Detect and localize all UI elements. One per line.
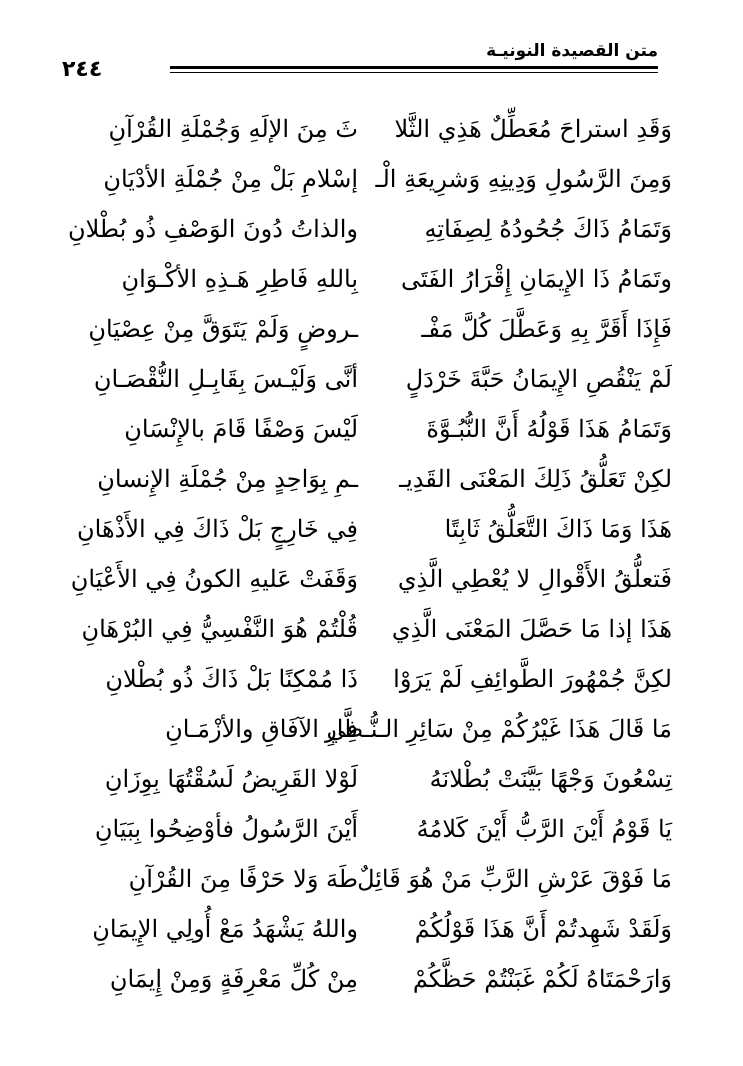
verse-second-hemistich: لَوْلا القَرِيضُ لَسُقْتُهَا بِوِزَانِ — [104, 765, 358, 793]
verse — [72, 104, 672, 154]
poem-verses — [67, 104, 672, 1004]
verse-second-hemistich: لَيْسَ وَصْفًا قَامَ بالإِنْسَانِ — [124, 415, 358, 443]
header-rule-thick — [170, 66, 658, 69]
verse-second-hemistich: قُلْتُمْ هُوَ النَّفْسِيُّ فِي البُرْهَانِ — [81, 615, 358, 643]
verse-second-hemistich: ثَ مِنَ الإلَهِ وَجُمْلَةِ القُرْآنِ — [108, 115, 358, 143]
verse — [72, 804, 672, 854]
verse — [72, 904, 672, 954]
verse-first-hemistich: وَقَدِ استراحَ مُعَطِّلٌ هَذِي الثَّلا — [394, 115, 672, 143]
verse — [72, 554, 672, 604]
verse-second-hemistich: ـمِ بِوَاحِدٍ مِنْ جُمْلَةِ الإِنسانِ — [97, 465, 358, 493]
verse — [72, 704, 672, 754]
verse-first-hemistich: تِسْعُونَ وَجْهًا بَيَّنَتْ بُطْلانَهُ — [429, 765, 672, 793]
verse-first-hemistich: لَمْ يَنْقُصِ الإِيمَانُ حَبَّةَ خَرْدَلٍ — [405, 365, 672, 393]
verse — [72, 254, 672, 304]
verse-second-hemistich: إسْلامِ بَلْ مِنْ جُمْلَةِ الأدْيَانِ — [103, 165, 358, 193]
verse — [72, 454, 672, 504]
verse-second-hemistich: فِي الآفَاقِ والأزْمَـانِ — [165, 715, 358, 743]
verse-second-hemistich: وَقَفَتْ عَليهِ الكونُ فِي الأَعْيَانِ — [70, 565, 358, 593]
page-number: ٢٤٤ — [62, 57, 103, 82]
verse-second-hemistich: ذَا مُمْكِنًا بَلْ ذَاكَ ذُو بُطْلانِ — [105, 665, 358, 693]
verse-first-hemistich: مَا قَالَ هَذَا غَيْرُكُمْ مِنْ سَائِرِ الـنُّـظَّارِ — [325, 715, 672, 743]
verse-second-hemistich: والذاتُ دُونَ الوَصْفِ ذُو بُطْلانِ — [67, 215, 358, 243]
page-header — [62, 40, 658, 82]
verse-second-hemistich: فِي خَارِجٍ بَلْ ذَاكَ فِي الأَذْهَانِ — [77, 515, 358, 543]
verse — [72, 604, 672, 654]
verse-second-hemistich: طَهَ وَلا حَرْفًا مِنَ القُرْآنِ — [128, 865, 358, 893]
verse — [72, 404, 672, 454]
verse-first-hemistich: وَلَقَدْ شَهِدتُمْ أَنَّ هَذَا قَوْلُكُمْ — [414, 915, 672, 943]
verse-second-hemistich: مِنْ كُلِّ مَعْرِفَةٍ وَمِنْ إِيمَانِ — [109, 965, 358, 993]
verse — [72, 354, 672, 404]
running-title: متن القصيدة النونيـة — [486, 41, 658, 61]
verse-first-hemistich: هَذَا إذا مَا حَصَّلَ المَعْنَى الَّذِي — [391, 615, 672, 643]
verse — [72, 154, 672, 204]
verse-second-hemistich: ـروضٍ وَلَمْ يَتَوَقَّ مِنْ عِصْيَانِ — [88, 315, 358, 343]
verse — [72, 954, 672, 1004]
verse-first-hemistich: وتَمَامُ ذَا الإِيمَانِ إِقْرَارُ الفَتَى — [400, 265, 672, 293]
verse-second-hemistich: أنَّى وَلَيْـسَ بِقَابِـلِ النُّقْصَـانِ — [93, 365, 358, 393]
verse — [72, 754, 672, 804]
verse-first-hemistich: وَمِنَ الرَّسُولِ وَدِينِهِ وَشرِيعَةِ الْـ — [375, 165, 672, 193]
verse-first-hemistich: وَتَمَامُ ذَاكَ جُحُودُهُ لِصِفَاتِهِ — [424, 215, 672, 243]
verse-first-hemistich: فَتعلُّقُ الأَقْوالِ لا يُعْطِي الَّذِي — [397, 565, 672, 593]
verse — [72, 304, 672, 354]
verse — [67, 204, 672, 254]
verse-first-hemistich: مَا فَوْقَ عَرْشِ الرَّبِّ مَنْ هُوَ قَائِلٌ — [357, 865, 672, 893]
verse-first-hemistich: وَارَحْمَتَاهُ لَكُمْ غَبَنْتُمْ حَظَّكُمْ — [412, 965, 672, 993]
verse-second-hemistich: بِاللهِ فَاطِرِ هَـذِهِ الأكْـوَانِ — [121, 265, 358, 293]
verse-first-hemistich: لكِنْ تَعَلُّقُ ذَلِكَ المَعْنَى القَدِيـ — [399, 465, 672, 493]
verse-first-hemistich: هَذَا وَمَا ذَاكَ التَّعَلُّقُ ثَابِتًا — [444, 515, 672, 543]
verse-first-hemistich: وَتَمَامُ هَذَا قَوْلُهُ أَنَّ النُّبُـوَّةَ — [426, 415, 672, 443]
verse-second-hemistich: واللهُ يَشْهَدُ مَعْ أُولِي الإِيمَانِ — [92, 915, 358, 943]
verse-second-hemistich: أَيْنَ الرَّسُولُ فأوْضِحُوا بِبَيَانِ — [94, 815, 358, 843]
verse — [72, 854, 672, 904]
verse-first-hemistich: يَا قَوْمُ أَيْنَ الرَّبُّ أَيْنَ كَلامُهُ — [416, 815, 672, 843]
verse — [72, 504, 672, 554]
header-rule-thin — [170, 72, 658, 73]
verse-first-hemistich: فَإِذَا أَقَرَّ بِهِ وَعَطَّلَ كُلَّ مَفْـ — [421, 315, 672, 343]
verse-first-hemistich: لكِنَّ جُمْهُورَ الطَّوائِفِ لَمْ يَرَوْا — [393, 665, 672, 693]
verse — [72, 654, 672, 704]
